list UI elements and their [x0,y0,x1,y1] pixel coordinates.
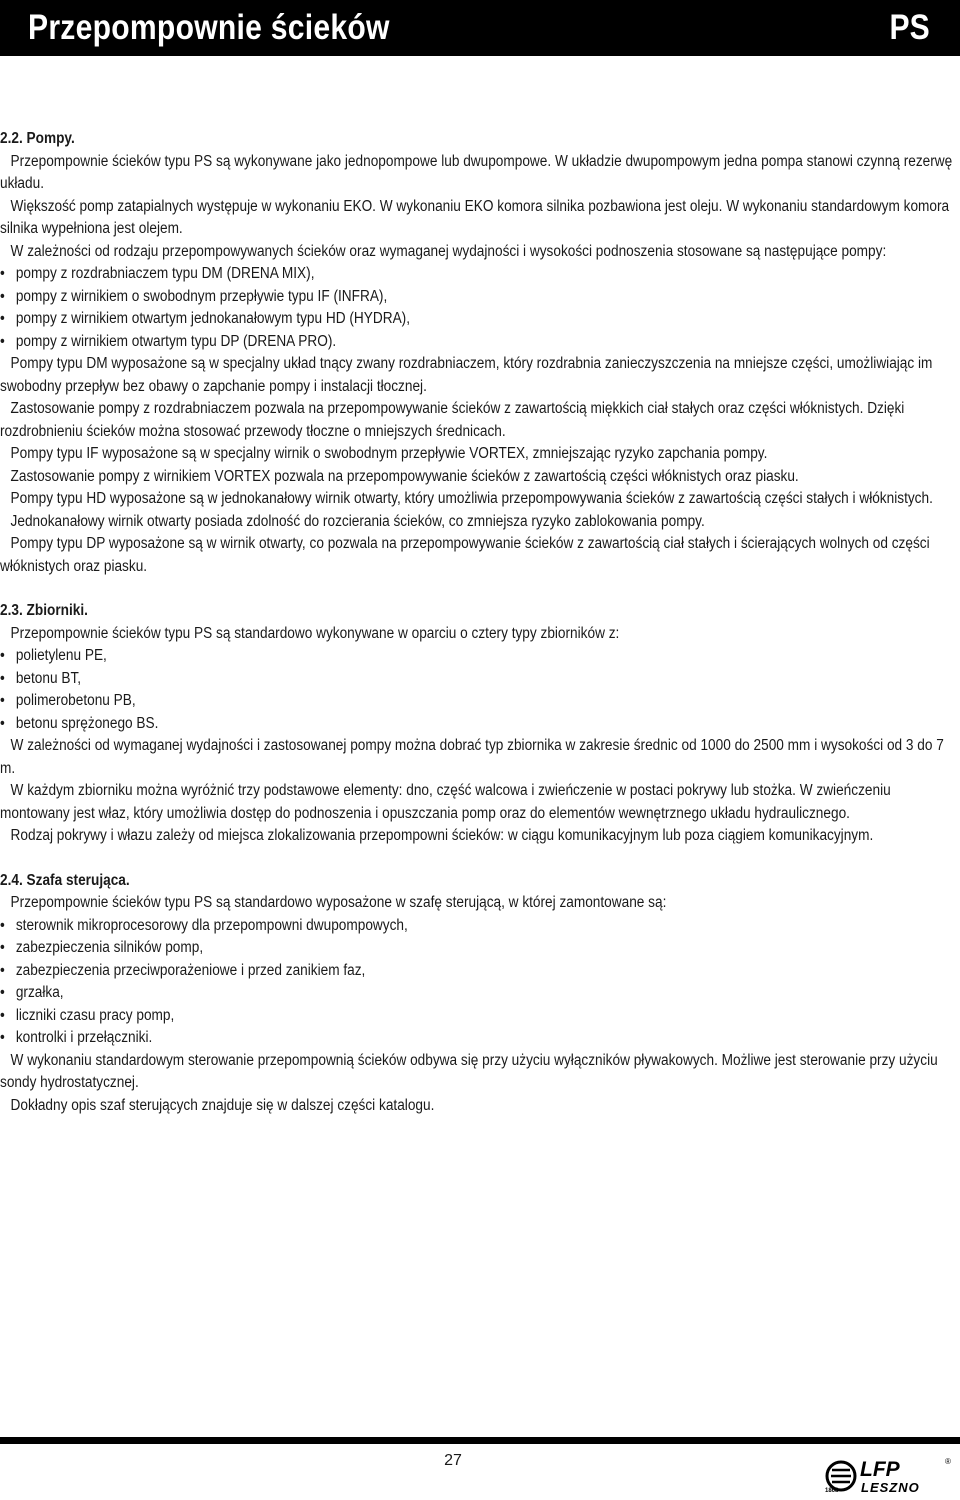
company-logo [824,1455,954,1495]
paragraph: W zależności od rodzaju przepompowywanych ścieków oraz wymaganej wydajności i wysokości podnoszenia stosowane są następujące pompy: [10,242,887,260]
paragraph: Pompy typu DM wyposażone są w specjalny układ tnący zwany rozdrabniaczem, który rozdrabnia zanieczyszczenia na mniejsze części, umożliwiając im swobodny przepływ bez obawy o zapchanie pompy i instalacji tłocznej. [0,355,933,395]
list-item: • polietylenu PE, [0,645,959,668]
list-item: • betonu BT, [0,668,959,691]
section-heading: 2.4. Szafa sterująca. [0,871,130,889]
paragraph: Przepompownie ścieków typu PS są standardowo wyposażone w szafę sterującą, w której zamontowane są: [10,894,667,911]
paragraph: W wykonaniu standardowym sterowanie przepompownią ścieków odbywa się przy użyciu wyłączników pływakowych. Możliwe jest sterowanie przy użyciu sondy hydrostatycznej. [0,1051,938,1091]
registered-mark: ® [945,1457,951,1466]
paragraph: Pompy typu HD wyposażone są w jednokanałowy wirnik otwarty, który umożliwia przepompowywania ścieków z zawartością części stałych i włóknistych. [10,490,933,507]
page-number: 27 [444,1452,462,1469]
lfp-logo-icon [824,1455,954,1495]
paragraph: Jednokanałowy wirnik otwarty posiada zdolność do rozcierania ścieków, co zmniejsza ryzyko zablokowania pompy. [10,512,705,530]
list-item: • betonu sprężonego BS. [0,713,959,736]
list-item: • zabezpieczenia przeciwporażeniowe i przed zanikiem faz, [0,960,959,983]
cabinet-equipment-list [0,915,959,1050]
list-item: • polimerobetonu PB, [0,690,959,713]
list-item: • zabezpieczenia silników pomp, [0,937,959,960]
tank-type-list [0,645,959,735]
paragraph: W zależności od wymaganej wydajności i zastosowanej pompy można dobrać typ zbiornika w zakresie średnic od 1000 do 2500 mm i wysokości od 3 do 7 m. [0,737,944,777]
logo-subtext: LESZNO [861,1480,920,1495]
section-pumps [0,128,959,1117]
paragraph: W każdym zbiorniku można wyróżnić trzy podstawowe elementy: dno, część walcowa i zwieńczenie w postaci pokrywy lub stożka. W zwieńczeniu montowany jest właz, który umożliwia dostęp do podnoszenia i opuszczania pomp oraz do elementów wewnętrznego układu hydraulicznego. [0,782,891,822]
paragraph: Większość pomp zatapialnych występuje w wykonaniu EKO. W wykonaniu EKO komora silnika pozbawiona jest oleju. W wykonaniu standardowym komora silnika wypełniona jest olejem. [0,197,950,237]
paragraph: Zastosowanie pompy z rozdrabniaczem pozwala na przepompowywanie ścieków z zawartością miękkich ciał stałych oraz części włóknistych. Dzięki rozdrobnieniu ścieków można stosować przewody tłoczne o mniejszych średnicach. [0,400,905,440]
paragraph: Pompy typu DP wyposażone są w wirnik otwarty, co pozwala na przepompowywanie ścieków z zawartością ciał stałych i ścierających wolnych od części włóknistych oraz piasku. [0,535,930,575]
paragraph: Rodzaj pokrywy i włazu zależy od miejsca zlokalizowania przepompowni ścieków: w ciągu komunikacyjnym lub poza ciągiem komunikacyjnym. [10,827,874,844]
paragraph: Pompy typu IF wyposażone są w specjalny wirnik o swobodnym przepływie VORTEX, zmniejszając ryzyko zapchania pompy. [10,445,768,462]
footer-divider [0,1437,960,1444]
logo-year: 1868 [825,1488,839,1494]
pump-type-list [0,263,959,353]
page-header [0,0,960,56]
list-item: • sterownik mikroprocesorowy dla przepompowni dwupompowych, [0,915,959,938]
section-heading: 2.3. Zbiorniki. [0,602,88,619]
paragraph: Przepompownie ścieków typu PS są standardowo wykonywane w oparciu o cztery typy zbiorników z: [10,624,620,642]
list-item: • liczniki czasu pracy pomp, [0,1005,959,1028]
list-item: • grzałka, [0,982,959,1005]
page-title: Przepompownie ścieków [28,8,390,47]
paragraph: Zastosowanie pompy z wirnikiem VORTEX pozwala na przepompowywanie ścieków z zawartością części włóknistych oraz piasku. [10,467,799,485]
document-body [0,128,960,1117]
paragraph: Przepompownie ścieków typu PS są wykonywane jako jednopompowe lub dwupompowe. W układzie dwupompowym jedna pompa stanowi czynną rezerwę układu. [0,152,953,192]
list-item: • pompy z wirnikiem otwartym typu DP (DRENA PRO). [0,331,959,354]
list-item: • pompy z rozdrabniaczem typu DM (DRENA MIX), [0,263,959,286]
list-item: • pompy z wirnikiem o swobodnym przepływie typu IF (INFRA), [0,286,959,309]
paragraph: Dokładny opis szaf sterujących znajduje się w dalszej części katalogu. [10,1096,435,1114]
product-code: PS [889,8,930,47]
logo-wordmark: LFP [860,1458,900,1481]
list-item: • pompy z wirnikiem otwartym jednokanałowym typu HD (HYDRA), [0,308,959,331]
section-heading: 2.2. Pompy. [0,130,75,147]
list-item: • kontrolki i przełączniki. [0,1027,959,1050]
